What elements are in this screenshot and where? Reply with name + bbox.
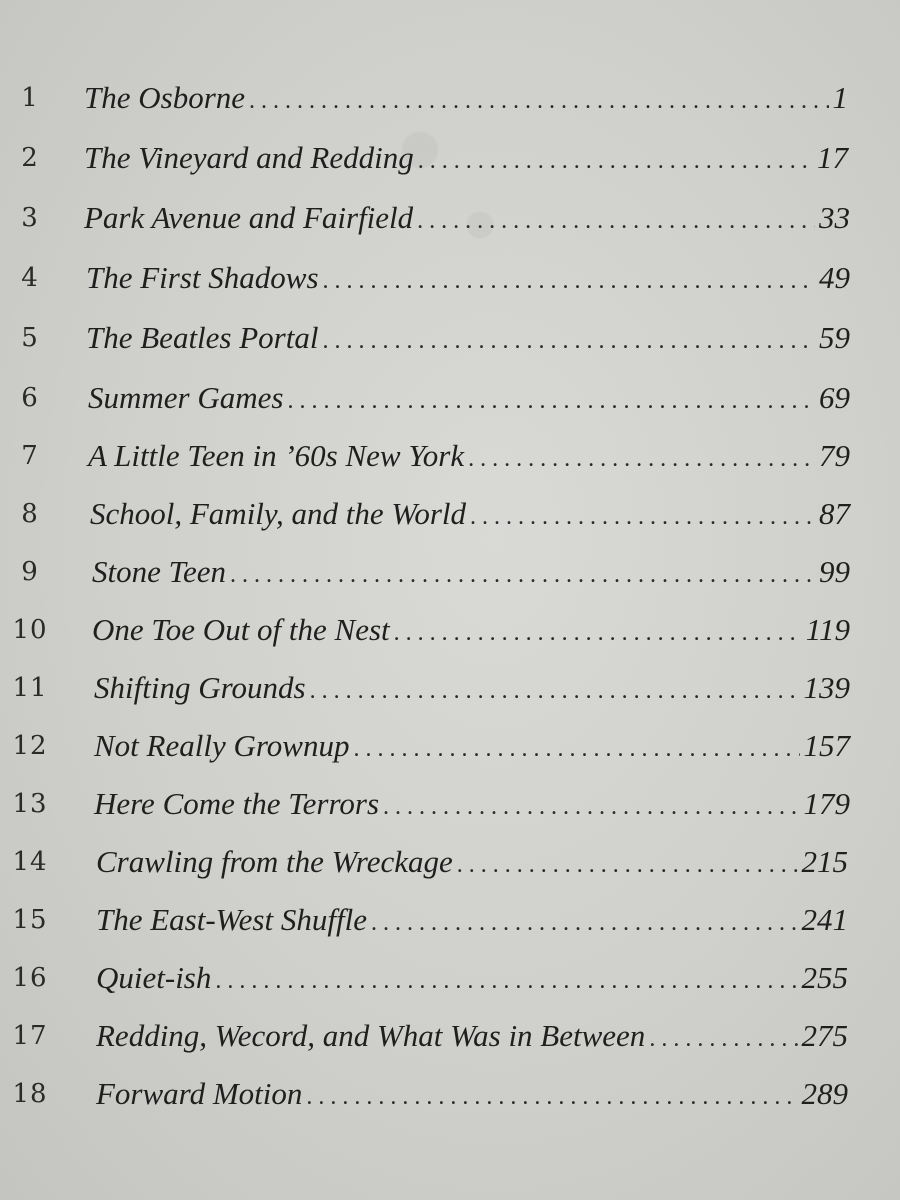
- toc-entry: [0, 726, 900, 774]
- chapter-number: 18: [12, 1079, 48, 1109]
- dot-leader: [322, 321, 815, 361]
- chapter-title: The Beatles Portal: [86, 320, 319, 355]
- chapter-title: Quiet-ish: [96, 960, 212, 995]
- dot-leader: [371, 903, 798, 943]
- toc-entry: [0, 958, 900, 1006]
- page-number: 87: [819, 496, 850, 531]
- dot-leader: [230, 555, 815, 595]
- chapter-number: 12: [12, 731, 48, 761]
- page-number: 49: [819, 260, 850, 295]
- toc-entry: [0, 784, 900, 832]
- chapter-title: Here Come the Terrors: [94, 786, 380, 821]
- page-number: 119: [805, 612, 850, 647]
- dot-leader: [470, 497, 815, 537]
- chapter-title: Not Really Grownup: [94, 728, 350, 763]
- page-number: 59: [819, 320, 850, 355]
- toc-line: [84, 138, 848, 186]
- page-number: 79: [819, 438, 850, 473]
- toc-entry: [0, 138, 900, 186]
- page-number: 157: [803, 728, 850, 763]
- page-number: 255: [801, 960, 848, 995]
- chapter-number: 16: [12, 963, 48, 993]
- chapter-title: The Vineyard and Redding: [84, 140, 414, 175]
- chapter-number: 10: [12, 615, 48, 645]
- page-number: 1: [832, 80, 848, 115]
- toc-line: [96, 900, 848, 948]
- chapter-number: 17: [12, 1021, 48, 1051]
- toc-line: [94, 726, 850, 774]
- chapter-title: Summer Games: [88, 380, 284, 415]
- toc-entry: [0, 378, 900, 426]
- chapter-title: Forward Motion: [96, 1076, 303, 1111]
- chapter-title: Stone Teen: [92, 554, 227, 589]
- dot-leader: [249, 81, 828, 121]
- toc-line: [88, 378, 850, 426]
- toc-entry: [0, 436, 900, 484]
- dot-leader: [418, 141, 813, 181]
- chapter-number: 7: [21, 441, 39, 471]
- toc-line: [86, 258, 850, 306]
- chapter-title: Crawling from the Wreckage: [96, 844, 453, 879]
- page-number: 215: [801, 844, 848, 879]
- toc-entry: [0, 258, 900, 306]
- dot-leader: [215, 961, 797, 1001]
- chapter-number: 6: [21, 383, 39, 413]
- chapter-title: Redding, Wecord, and What Was in Between: [96, 1018, 646, 1053]
- chapter-number: 8: [21, 499, 39, 529]
- chapter-title: The East-West Shuffle: [96, 902, 367, 937]
- dot-leader: [649, 1019, 797, 1059]
- dot-leader: [468, 439, 815, 479]
- toc-entry: [0, 1074, 900, 1122]
- toc-entry: [0, 494, 900, 542]
- page-number: 33: [819, 200, 850, 235]
- chapter-number: 2: [21, 143, 39, 173]
- page-number: 139: [803, 670, 850, 705]
- chapter-number: 1: [21, 83, 39, 113]
- page-number: 289: [801, 1076, 848, 1111]
- page-number: 17: [817, 140, 848, 175]
- toc-line: [84, 78, 848, 126]
- toc-entry: [0, 1016, 900, 1064]
- chapter-number: 3: [21, 203, 39, 233]
- toc-entry: [0, 610, 900, 658]
- toc-line: [96, 958, 848, 1006]
- toc-entry: [0, 900, 900, 948]
- page-number: 275: [801, 1018, 848, 1053]
- chapter-title: The First Shadows: [86, 260, 319, 295]
- dot-leader: [323, 261, 815, 301]
- dot-leader: [417, 201, 815, 241]
- toc-line: [86, 318, 850, 366]
- toc-line: [94, 784, 850, 832]
- dot-leader: [306, 1077, 797, 1117]
- chapter-title: School, Family, and the World: [90, 496, 466, 531]
- toc-line: [96, 1016, 848, 1064]
- toc-line: [94, 668, 850, 716]
- page-number: 241: [801, 902, 848, 937]
- dot-leader: [310, 671, 800, 711]
- toc-line: [96, 1074, 848, 1122]
- chapter-number: 4: [21, 263, 39, 293]
- dot-leader: [287, 381, 815, 421]
- dot-leader: [457, 845, 798, 885]
- toc-entry: [0, 198, 900, 246]
- toc-line: [92, 610, 850, 658]
- toc-entry: [0, 318, 900, 366]
- toc-line: [90, 494, 850, 542]
- chapter-title: Shifting Grounds: [94, 670, 306, 705]
- chapter-number: 13: [12, 789, 48, 819]
- chapter-number: 5: [21, 323, 39, 353]
- toc-entry: [0, 552, 900, 600]
- chapter-title: A Little Teen in ’60s New York: [88, 438, 465, 473]
- toc-entry: [0, 668, 900, 716]
- toc-line: [84, 198, 850, 246]
- dot-leader: [383, 787, 799, 827]
- chapter-number: 15: [12, 905, 48, 935]
- dot-leader: [353, 729, 799, 769]
- toc-line: [96, 842, 848, 890]
- chapter-number: 11: [12, 673, 48, 703]
- chapter-title: Park Avenue and Fairfield: [84, 200, 414, 235]
- page-number: 69: [819, 380, 850, 415]
- dot-leader: [394, 613, 802, 653]
- page-number: 179: [803, 786, 850, 821]
- chapter-title: The Osborne: [84, 80, 246, 115]
- toc-line: [92, 552, 850, 600]
- chapter-number: 9: [21, 557, 39, 587]
- chapter-title: One Toe Out of the Nest: [92, 612, 390, 647]
- toc-line: [88, 436, 850, 484]
- toc-entry: [0, 842, 900, 890]
- page-number: 99: [819, 554, 850, 589]
- chapter-number: 14: [12, 847, 48, 877]
- toc-entry: [0, 78, 900, 126]
